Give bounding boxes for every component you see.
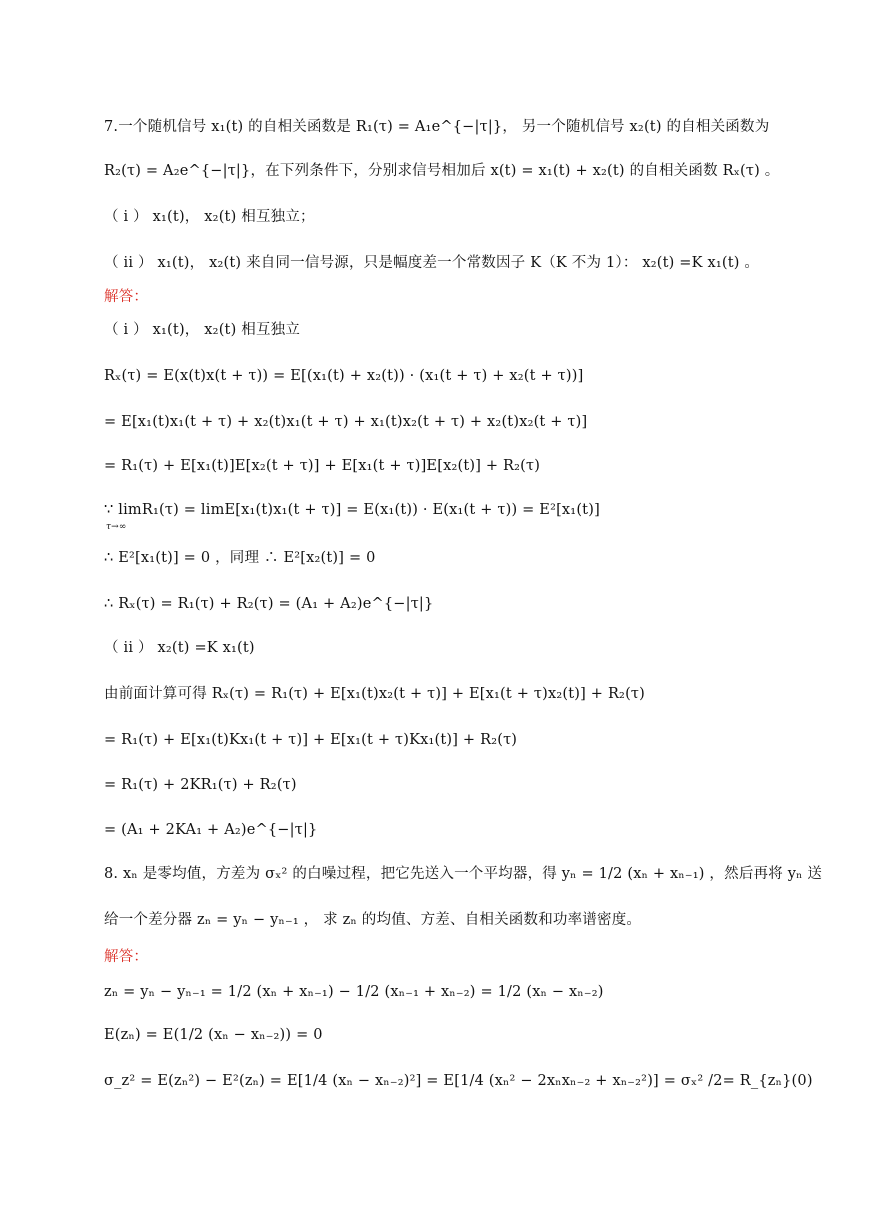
solution-7-eq-10: = (A₁ + 2KA₁ + A₂)e^{−|τ|} bbox=[104, 822, 318, 838]
limit-line: ∵ limR₁(τ) = limE[x₁(t)x₁(t + τ)] = E(x₁(t)) · E(x₁(t + τ)) = E²[x₁(t)] bbox=[104, 502, 600, 518]
solution-8-eq-1: zₙ = yₙ − yₙ₋₁ = 1/2 (xₙ + xₙ₋₁) − 1/2 (xₙ₋₁ + xₙ₋₂) = 1/2 (xₙ − xₙ₋₂) bbox=[104, 984, 604, 1000]
solution-7-eq-8: = R₁(τ) + E[x₁(t)Kx₁(t + τ)] + E[x₁(t + τ)Kx₁(t)] + R₂(τ) bbox=[104, 732, 518, 748]
solution-7-case-ii: （ ii ） x₂(t) =K x₁(t) bbox=[104, 640, 255, 656]
solution-7-eq-9: = R₁(τ) + 2KR₁(τ) + R₂(τ) bbox=[104, 777, 297, 793]
solution-7-eq-3: = R₁(τ) + E[x₁(t)]E[x₂(t + τ)] + E[x₁(t + τ)]E[x₂(t)] + R₂(τ) bbox=[104, 458, 541, 474]
question-7-condition-ii: （ ii ） x₁(t)， x₂(t) 来自同一信号源，只是幅度差一个常数因子 K（K 不为 1）： x₂(t) =K x₁(t) 。 bbox=[104, 255, 760, 271]
solution-7-eq-1: Rₓ(τ) = E(x(t)x(t + τ)) = E[(x₁(t) + x₂(t)) · (x₁(t + τ) + x₂(t + τ))] bbox=[104, 368, 584, 384]
question-8-line-1: 8. xₙ 是零均值，方差为 σₓ² 的白噪过程，把它先送入一个平均器，得 yₙ = 1/2 (xₙ + xₙ₋₁) ，然后再将 yₙ 送 bbox=[104, 866, 823, 882]
solution-8-eq-2: E(zₙ) = E(1/2 (xₙ − xₙ₋₂)) = 0 bbox=[104, 1027, 323, 1043]
solution-7-eq-6: ∴ Rₓ(τ) = R₁(τ) + R₂(τ) = (A₁ + A₂)e^{−|τ|} bbox=[104, 596, 434, 612]
question-7-condition-i: （ i ） x₁(t)， x₂(t) 相互独立； bbox=[104, 209, 315, 225]
answer-label-8: 解答： bbox=[104, 949, 149, 965]
question-7-line-1: 7.一个随机信号 x₁(t) 的自相关函数是 R₁(τ) = A₁e^{−|τ|}， 另一个随机信号 x₂(t) 的自相关函数为 bbox=[104, 119, 770, 135]
question-8-line-2: 给一个差分器 zₙ = yₙ − yₙ₋₁ ， 求 zₙ 的均值、方差、自相关函数和功率谱密度。 bbox=[104, 912, 642, 928]
solution-8-eq-3: σ_z² = E(zₙ²) − E²(zₙ) = E[1/4 (xₙ − xₙ₋₂)²] = E[1/4 (xₙ² − 2xₙxₙ₋₂ + xₙ₋₂²)] = σₓ² /2= R_{zₙ}(0) bbox=[104, 1073, 813, 1089]
solution-7-eq-5: ∴ E²[x₁(t)] = 0 ，同理 ∴ E²[x₂(t)] = 0 bbox=[104, 550, 376, 566]
limit-expression bbox=[104, 500, 600, 532]
answer-label-7: 解答： bbox=[104, 289, 149, 305]
question-7-line-2: R₂(τ) = A₂e^{−|τ|}，在下列条件下，分别求信号相加后 x(t) = x₁(t) + x₂(t) 的自相关函数 Rₓ(τ) 。 bbox=[104, 163, 780, 179]
solution-7-eq-7: 由前面计算可得 Rₓ(τ) = R₁(τ) + E[x₁(t)x₂(t + τ)] + E[x₁(t + τ)x₂(t)] + R₂(τ) bbox=[104, 686, 646, 702]
solution-7-eq-4 bbox=[104, 500, 600, 532]
limit-subscript: τ→∞ bbox=[106, 522, 127, 532]
solution-7-case-i: （ i ） x₁(t)， x₂(t) 相互独立 bbox=[104, 322, 301, 338]
solution-7-eq-2: = E[x₁(t)x₁(t + τ) + x₂(t)x₁(t + τ) + x₁(t)x₂(t + τ) + x₂(t)x₂(t + τ)] bbox=[104, 414, 588, 430]
